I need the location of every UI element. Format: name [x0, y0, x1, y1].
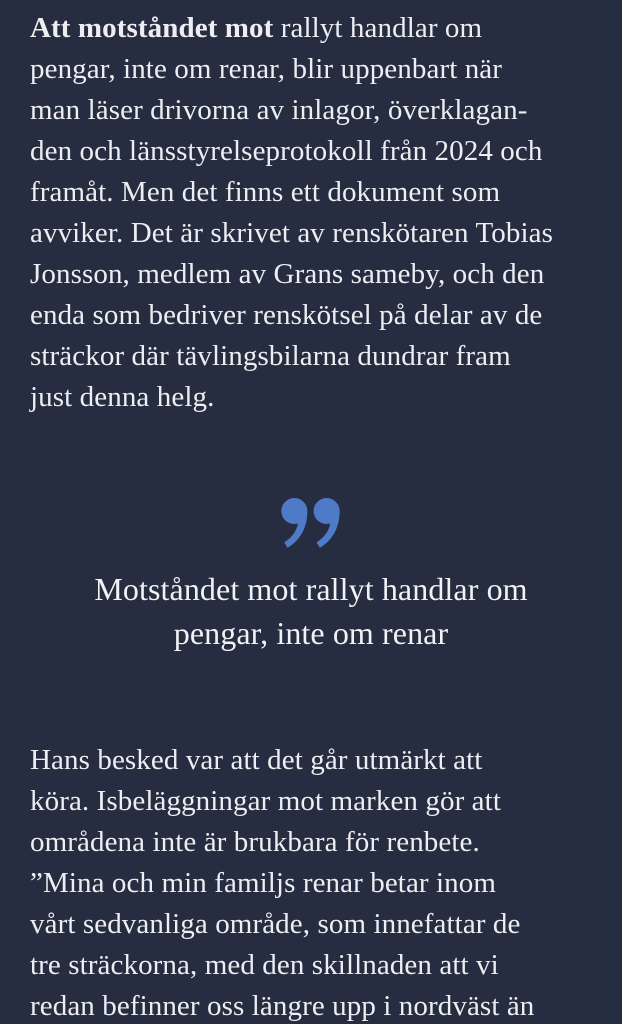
text-line: framåt. Men det finns ett dokument som	[30, 176, 501, 208]
text-line: den och länsstyrelseprotokoll från 2024 och	[30, 135, 543, 167]
text-line	[30, 8, 592, 49]
paragraph-lead-rest: rallyt handlar om	[273, 12, 483, 44]
text-line: tre sträckorna, med den skillnaden att vi	[30, 949, 499, 981]
paragraph-1	[30, 8, 592, 418]
quote-marks-icon	[279, 498, 343, 548]
text-line: Motståndet mot rallyt handlar om	[94, 571, 528, 607]
text-line: ”Mina och min familjs renar betar inom	[30, 867, 497, 899]
text-line: sträckor där tävlingsbilarna dundrar fram	[30, 340, 511, 372]
text-line: pengar, inte om renar, blir uppenbart när	[30, 53, 503, 85]
text-line: vårt sedvanliga område, som innefattar de	[30, 908, 521, 940]
text-line: områdena inte är brukbara för renbete.	[30, 826, 480, 858]
text-line: man läser drivorna av inlagor, överklagan-	[30, 94, 528, 126]
text-line: pengar, inte om renar	[173, 615, 449, 651]
text-line: avviker. Det är skrivet av renskötaren Tobias	[30, 217, 553, 249]
text-line: Jonsson, medlem av Grans sameby, och den	[30, 258, 545, 290]
text-line: Hans besked var att det går utmärkt att	[30, 744, 483, 776]
text-line: enda som bedriver renskötsel på delar av de	[30, 299, 543, 331]
pull-quote-text	[30, 567, 592, 655]
paragraph-2	[30, 740, 592, 1024]
paragraph-1-lines	[30, 49, 592, 418]
text-line: köra. Isbeläggningar mot marken gör att	[30, 785, 501, 817]
text-line: redan befinner oss längre upp i nordväst än	[30, 990, 535, 1022]
paragraph-lead-bold: Att motståndet mot	[30, 12, 274, 44]
text-line: just denna helg.	[30, 381, 215, 413]
pull-quote	[30, 498, 592, 655]
